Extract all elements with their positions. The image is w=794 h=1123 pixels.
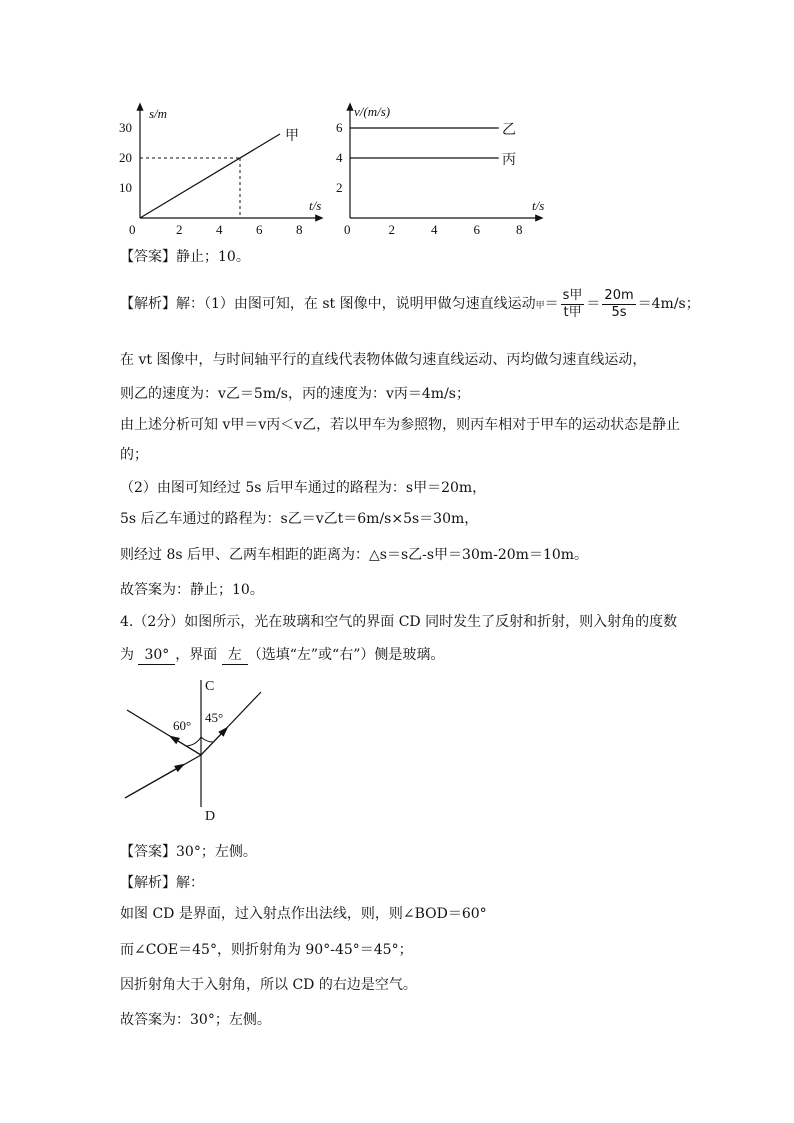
st-x-tick-label: 6 <box>256 222 263 237</box>
q4-stem-text: ，界面 <box>175 647 218 663</box>
st-series-line-jia <box>140 134 280 218</box>
q3-answer: 【答案】静止；10。 <box>120 249 250 265</box>
st-x-tick-label: 0 <box>129 222 136 237</box>
vt-x-axis-label: t/s <box>532 198 545 213</box>
fraction-numerator: s甲 <box>562 287 583 303</box>
q4-blank-angle: 30° <box>138 646 175 665</box>
st-y-tick-label: 30 <box>119 120 132 135</box>
fraction-values <box>602 288 635 321</box>
q3-analysis-line5: 的； <box>120 447 148 463</box>
st-line-label: 甲 <box>285 129 299 144</box>
st-x-tick-label: 8 <box>296 222 303 237</box>
q3-speed-result: ＝4m/s； <box>637 296 700 312</box>
st-x-tick-label: 2 <box>176 222 183 237</box>
q4-analysis-line2: 而∠COE＝45°，则折射角为 90°-45°＝45°； <box>120 942 413 958</box>
q4-answer: 【答案】30°；左侧。 <box>120 844 257 860</box>
q4-final-answer: 故答案为：30°；左侧。 <box>120 1012 271 1028</box>
q4-analysis-line1: 如图 CD 是界面，过入射点作出法线，则，则∠BOD＝60° <box>120 906 487 922</box>
vt-line1-label: 乙 <box>502 123 516 138</box>
q3-analysis-line4: 由上述分析可知 v甲＝v丙＜v乙，若以甲车为参照物，则丙车相对于甲车的运动状态是静止 <box>120 417 681 433</box>
st-graph <box>115 100 330 240</box>
angle-arc-45 <box>201 737 214 742</box>
fraction-s-over-t <box>561 288 585 321</box>
q3-final-answer: 故答案为：静止；10。 <box>120 582 264 598</box>
q4-stem-line2 <box>120 646 444 665</box>
q3-analysis-line2: 在 vt 图像中，与时间轴平行的直线代表物体做匀速直线运动、丙均做匀速直线运动， <box>120 352 647 368</box>
st-y-axis-label: s/m <box>149 106 168 121</box>
q3-analysis-line1: 【解析】解：（1）由图可知，在 st 图像中，说明甲做匀速直线运动甲＝ $\frac{\text{s甲}}{\text{t甲}}$ ＝ $\frac{20m}{5s}$ ＝4m/s； <box>120 287 700 320</box>
vt-x-tick-label: 8 <box>516 222 523 237</box>
fraction-numerator: 20m <box>604 287 634 303</box>
vt-x-tick-label: 6 <box>473 222 480 237</box>
vt-y-tick-label: 2 <box>336 180 343 195</box>
vt-graph <box>330 100 560 240</box>
st-y-tick-label: 20 <box>119 150 132 165</box>
q3-analysis-lead: 【解析】解：（1）由图可知，在 st 图像中，说明甲做匀速直线运动 <box>120 296 536 312</box>
q3-analysis-line8: 则经过 8s 后甲、乙两车相距的距离为：△s＝s乙-s甲＝30m-20m＝10m。 <box>120 547 589 563</box>
incident-ray-arrow <box>125 766 181 798</box>
fraction-denominator: 5s <box>611 304 627 320</box>
vt-line2-label: 丙 <box>502 153 516 168</box>
vt-x-tick-label: 2 <box>388 222 395 237</box>
q3-analysis-line3: 则乙的速度为：v乙＝5m/s，丙的速度为：v丙＝4m/s； <box>120 386 470 402</box>
st-x-tick-label: 4 <box>216 222 223 237</box>
vt-y-tick-label: 6 <box>336 120 343 135</box>
q4-stem-text: （选填“左”或“右”）侧是玻璃。 <box>247 647 445 663</box>
q4-stem-text: 为 <box>120 647 134 663</box>
q3-analysis-line6: （2）由图可知经过 5s 后甲车通过的路程为：s甲＝20m， <box>120 480 487 496</box>
angle-60-label: 60° <box>173 718 192 733</box>
angle-arc-60 <box>185 737 201 746</box>
angle-45-label: 45° <box>205 710 224 725</box>
refraction-diagram <box>115 672 275 830</box>
fraction-denominator: t甲 <box>563 304 582 320</box>
st-y-tick-label: 10 <box>119 180 132 195</box>
label-d: D <box>205 809 216 824</box>
q4-blank-side: 左 <box>222 646 248 665</box>
v-subscript: 甲 <box>535 301 545 311</box>
q4-analysis-head: 【解析】解： <box>120 875 204 891</box>
vt-y-axis-label: v/(m/s) <box>354 104 391 119</box>
q4-analysis-line3: 因折射角大于入射角，所以 CD 的右边是空气。 <box>120 977 417 993</box>
reflected-ray-arrow <box>173 738 201 755</box>
vt-x-tick-label: 0 <box>344 222 351 237</box>
vt-y-tick-label: 4 <box>336 150 343 165</box>
vt-x-tick-label: 4 <box>431 222 438 237</box>
label-c: C <box>205 679 215 694</box>
st-x-axis-label: t/s <box>309 198 322 213</box>
q3-analysis-line7: 5s 后乙车通过的路程为：s乙＝v乙t＝6m/s×5s＝30m， <box>120 511 479 527</box>
q4-stem-line1: 4.（2分）如图所示，光在玻璃和空气的界面 CD 同时发生了反射和折射，则入射角的度数 <box>120 614 678 630</box>
